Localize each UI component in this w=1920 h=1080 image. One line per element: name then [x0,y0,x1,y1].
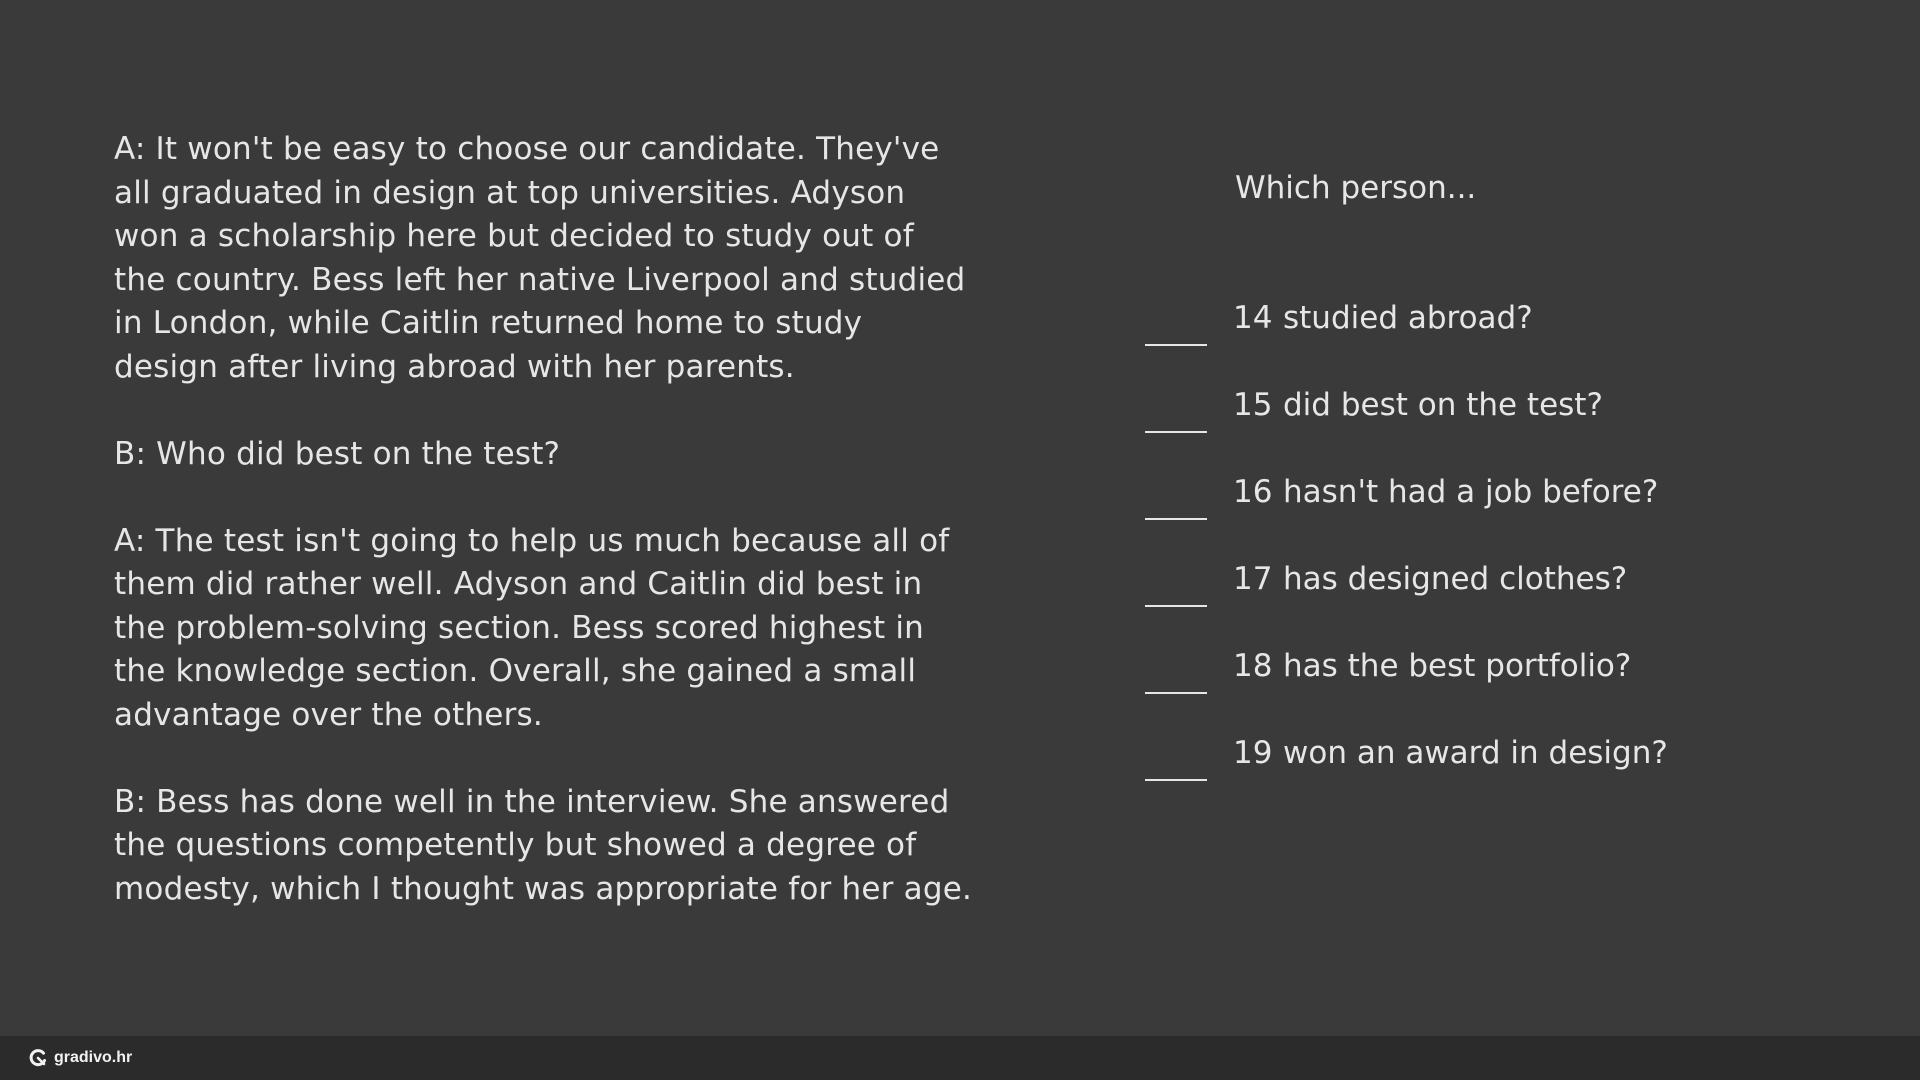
question-item [1145,300,1533,350]
question-number: 15 [1233,387,1273,423]
question-item [1145,735,1668,785]
question-number: 17 [1233,561,1273,597]
brand-link[interactable] [28,1048,132,1068]
dialogue-paragraph-3: A: The test isn't going to help us much because all of them did rather well. Adyson and Caitlin did best in the problem-solving section. Bess scored highest in the knowledge section. Overall, she gained a small advantage over the others. [114,522,950,733]
brand-name: gradivo.hr [54,1049,133,1066]
question-item [1145,474,1658,524]
answer-blank[interactable] [1145,581,1207,607]
question-text: studied abroad? [1283,300,1533,336]
dialogue-paragraph-2: B: Who did best on the test? [114,435,561,472]
footer-bar [0,1036,1920,1080]
question-item [1145,387,1603,437]
question-text: did best on the test? [1283,387,1603,423]
question-text: has the best portfolio? [1283,648,1632,684]
dialogue-paragraph-1: A: It won't be easy to choose our candidate. They've all graduated in design at top universities. Adyson won a scholarship here but decided to study out of the country. Bess left her native Liverpool and studied in London, while Caitlin returned home to study design after living abroad with her parents. [114,131,966,385]
question-text: has designed clothes? [1283,561,1628,597]
question-number: 16 [1233,474,1273,510]
question-heading: Which person... [1235,170,1477,206]
answer-blank[interactable] [1145,668,1207,694]
question-item [1145,561,1627,611]
question-number: 19 [1233,735,1273,771]
question-number: 14 [1233,300,1273,336]
question-number: 18 [1233,648,1273,684]
question-text: won an award in design? [1283,735,1668,771]
answer-blank[interactable] [1145,320,1207,346]
answer-blank[interactable] [1145,407,1207,433]
gradivo-logo-icon [28,1048,48,1068]
dialogue-paragraph-4: B: Bess has done well in the interview. She answered the questions competently but showed a degree of modesty, which I thought was appropriate for her age. [114,783,973,907]
question-text: hasn't had a job before? [1283,474,1659,510]
answer-blank[interactable] [1145,494,1207,520]
dialogue-text [114,128,974,955]
answer-blank[interactable] [1145,755,1207,781]
question-item [1145,648,1631,698]
